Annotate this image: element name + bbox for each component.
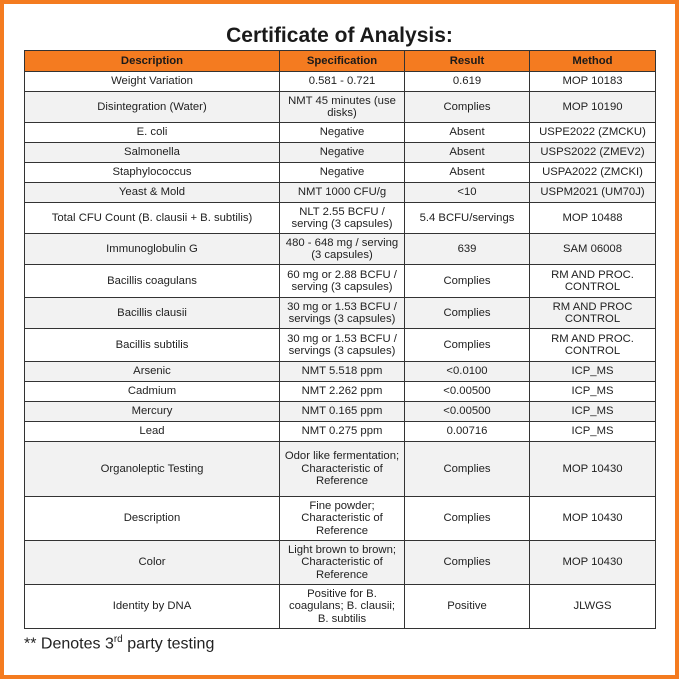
row-description: Mercury <box>25 402 280 422</box>
row-description: Staphylococcus <box>25 163 280 183</box>
row-specification: NMT 5.518 ppm <box>280 362 405 382</box>
footnote-superscript: rd <box>113 634 123 645</box>
row-specification: NMT 0.275 ppm <box>280 422 405 442</box>
row-specification: NMT 2.262 ppm <box>280 382 405 402</box>
row-result: Complies <box>405 298 530 329</box>
row-description: Disintegration (Water) <box>25 92 280 123</box>
row-description: Weight Variation <box>25 72 280 92</box>
row-specification: 30 mg or 1.53 BCFU / servings (3 capsules) <box>280 329 405 362</box>
row-result: <0.00500 <box>405 382 530 402</box>
row-result: Complies <box>405 265 530 298</box>
table-row <box>25 382 656 402</box>
row-method: RM AND PROC. CONTROL <box>530 329 656 362</box>
table-row <box>25 422 656 442</box>
row-method: ICP_MS <box>530 382 656 402</box>
row-method: USPM2021 (UM70J) <box>530 183 656 203</box>
table-row <box>25 183 656 203</box>
row-method: RM AND PROC CONTROL <box>530 298 656 329</box>
row-description: Identity by DNA <box>25 585 280 629</box>
table-row <box>25 234 656 265</box>
row-result: 5.4 BCFU/servings <box>405 203 530 234</box>
row-result: <10 <box>405 183 530 203</box>
row-specification: Fine powder; Characteristic of Reference <box>280 497 405 541</box>
table-row <box>25 541 656 585</box>
footnote <box>24 634 214 653</box>
row-description: Lead <box>25 422 280 442</box>
row-specification: Positive for B. coagulans; B. clausii; B. subtilis <box>280 585 405 629</box>
row-specification: 30 mg or 1.53 BCFU / servings (3 capsules) <box>280 298 405 329</box>
table-row <box>25 298 656 329</box>
table-row <box>25 497 656 541</box>
table-row <box>25 72 656 92</box>
row-description: E. coli <box>25 123 280 143</box>
row-method: JLWGS <box>530 585 656 629</box>
table-row <box>25 123 656 143</box>
table-row <box>25 329 656 362</box>
row-description: Immunoglobulin G <box>25 234 280 265</box>
row-description: Yeast & Mold <box>25 183 280 203</box>
row-specification: NMT 45 minutes (use disks) <box>280 92 405 123</box>
table-row <box>25 265 656 298</box>
table-row <box>25 442 656 497</box>
table-row <box>25 163 656 183</box>
row-description: Salmonella <box>25 143 280 163</box>
row-method: SAM 06008 <box>530 234 656 265</box>
row-method: MOP 10430 <box>530 541 656 585</box>
row-specification: Negative <box>280 163 405 183</box>
header-specification: Specification <box>280 51 405 72</box>
header-description: Description <box>25 51 280 72</box>
row-specification: NMT 1000 CFU/g <box>280 183 405 203</box>
row-description: Organoleptic Testing <box>25 442 280 497</box>
row-result: 0.619 <box>405 72 530 92</box>
row-method: USPE2022 (ZMCKU) <box>530 123 656 143</box>
row-description: Description <box>25 497 280 541</box>
row-specification: 60 mg or 2.88 BCFU / serving (3 capsules) <box>280 265 405 298</box>
row-result: Absent <box>405 163 530 183</box>
row-specification: Odor like fermentation; Characteristic of Reference <box>280 442 405 497</box>
row-description: Bacillis subtilis <box>25 329 280 362</box>
row-method: ICP_MS <box>530 362 656 382</box>
row-specification: 0.581 - 0.721 <box>280 72 405 92</box>
row-description: Bacillis coagulans <box>25 265 280 298</box>
row-specification: Negative <box>280 123 405 143</box>
header-result: Result <box>405 51 530 72</box>
row-result: Complies <box>405 442 530 497</box>
row-method: MOP 10190 <box>530 92 656 123</box>
row-method: RM AND PROC. CONTROL <box>530 265 656 298</box>
row-method: USPA2022 (ZMCKI) <box>530 163 656 183</box>
row-result: Absent <box>405 123 530 143</box>
row-result: 639 <box>405 234 530 265</box>
row-result: Absent <box>405 143 530 163</box>
row-method: ICP_MS <box>530 422 656 442</box>
row-result: Complies <box>405 329 530 362</box>
row-specification: 480 - 648 mg / serving (3 capsules) <box>280 234 405 265</box>
footnote-suffix: party testing <box>122 635 215 653</box>
table-row <box>25 92 656 123</box>
row-specification: Light brown to brown; Characteristic of Reference <box>280 541 405 585</box>
row-specification: Negative <box>280 143 405 163</box>
row-result: Complies <box>405 92 530 123</box>
row-result: 0.00716 <box>405 422 530 442</box>
row-method: MOP 10183 <box>530 72 656 92</box>
table-body <box>25 72 656 629</box>
table-row <box>25 203 656 234</box>
row-method: MOP 10430 <box>530 442 656 497</box>
row-description: Color <box>25 541 280 585</box>
row-result: <0.00500 <box>405 402 530 422</box>
row-result: Positive <box>405 585 530 629</box>
row-method: ICP_MS <box>530 402 656 422</box>
table-row <box>25 362 656 382</box>
row-description: Cadmium <box>25 382 280 402</box>
table-row <box>25 402 656 422</box>
row-result: Complies <box>405 497 530 541</box>
analysis-table <box>24 50 656 629</box>
row-specification: NLT 2.55 BCFU / serving (3 capsules) <box>280 203 405 234</box>
row-method: MOP 10488 <box>530 203 656 234</box>
row-result: Complies <box>405 541 530 585</box>
table-row <box>25 143 656 163</box>
footnote-prefix: ** Denotes 3 <box>24 635 114 653</box>
table-row <box>25 585 656 629</box>
row-specification: NMT 0.165 ppm <box>280 402 405 422</box>
table-header-row <box>25 51 656 72</box>
row-description: Total CFU Count (B. clausii + B. subtilis) <box>25 203 280 234</box>
document-title: Certificate of Analysis: <box>226 24 453 47</box>
row-description: Arsenic <box>25 362 280 382</box>
row-method: MOP 10430 <box>530 497 656 541</box>
header-method: Method <box>530 51 656 72</box>
row-result: <0.0100 <box>405 362 530 382</box>
row-method: USPS2022 (ZMEV2) <box>530 143 656 163</box>
row-description: Bacillis clausii <box>25 298 280 329</box>
